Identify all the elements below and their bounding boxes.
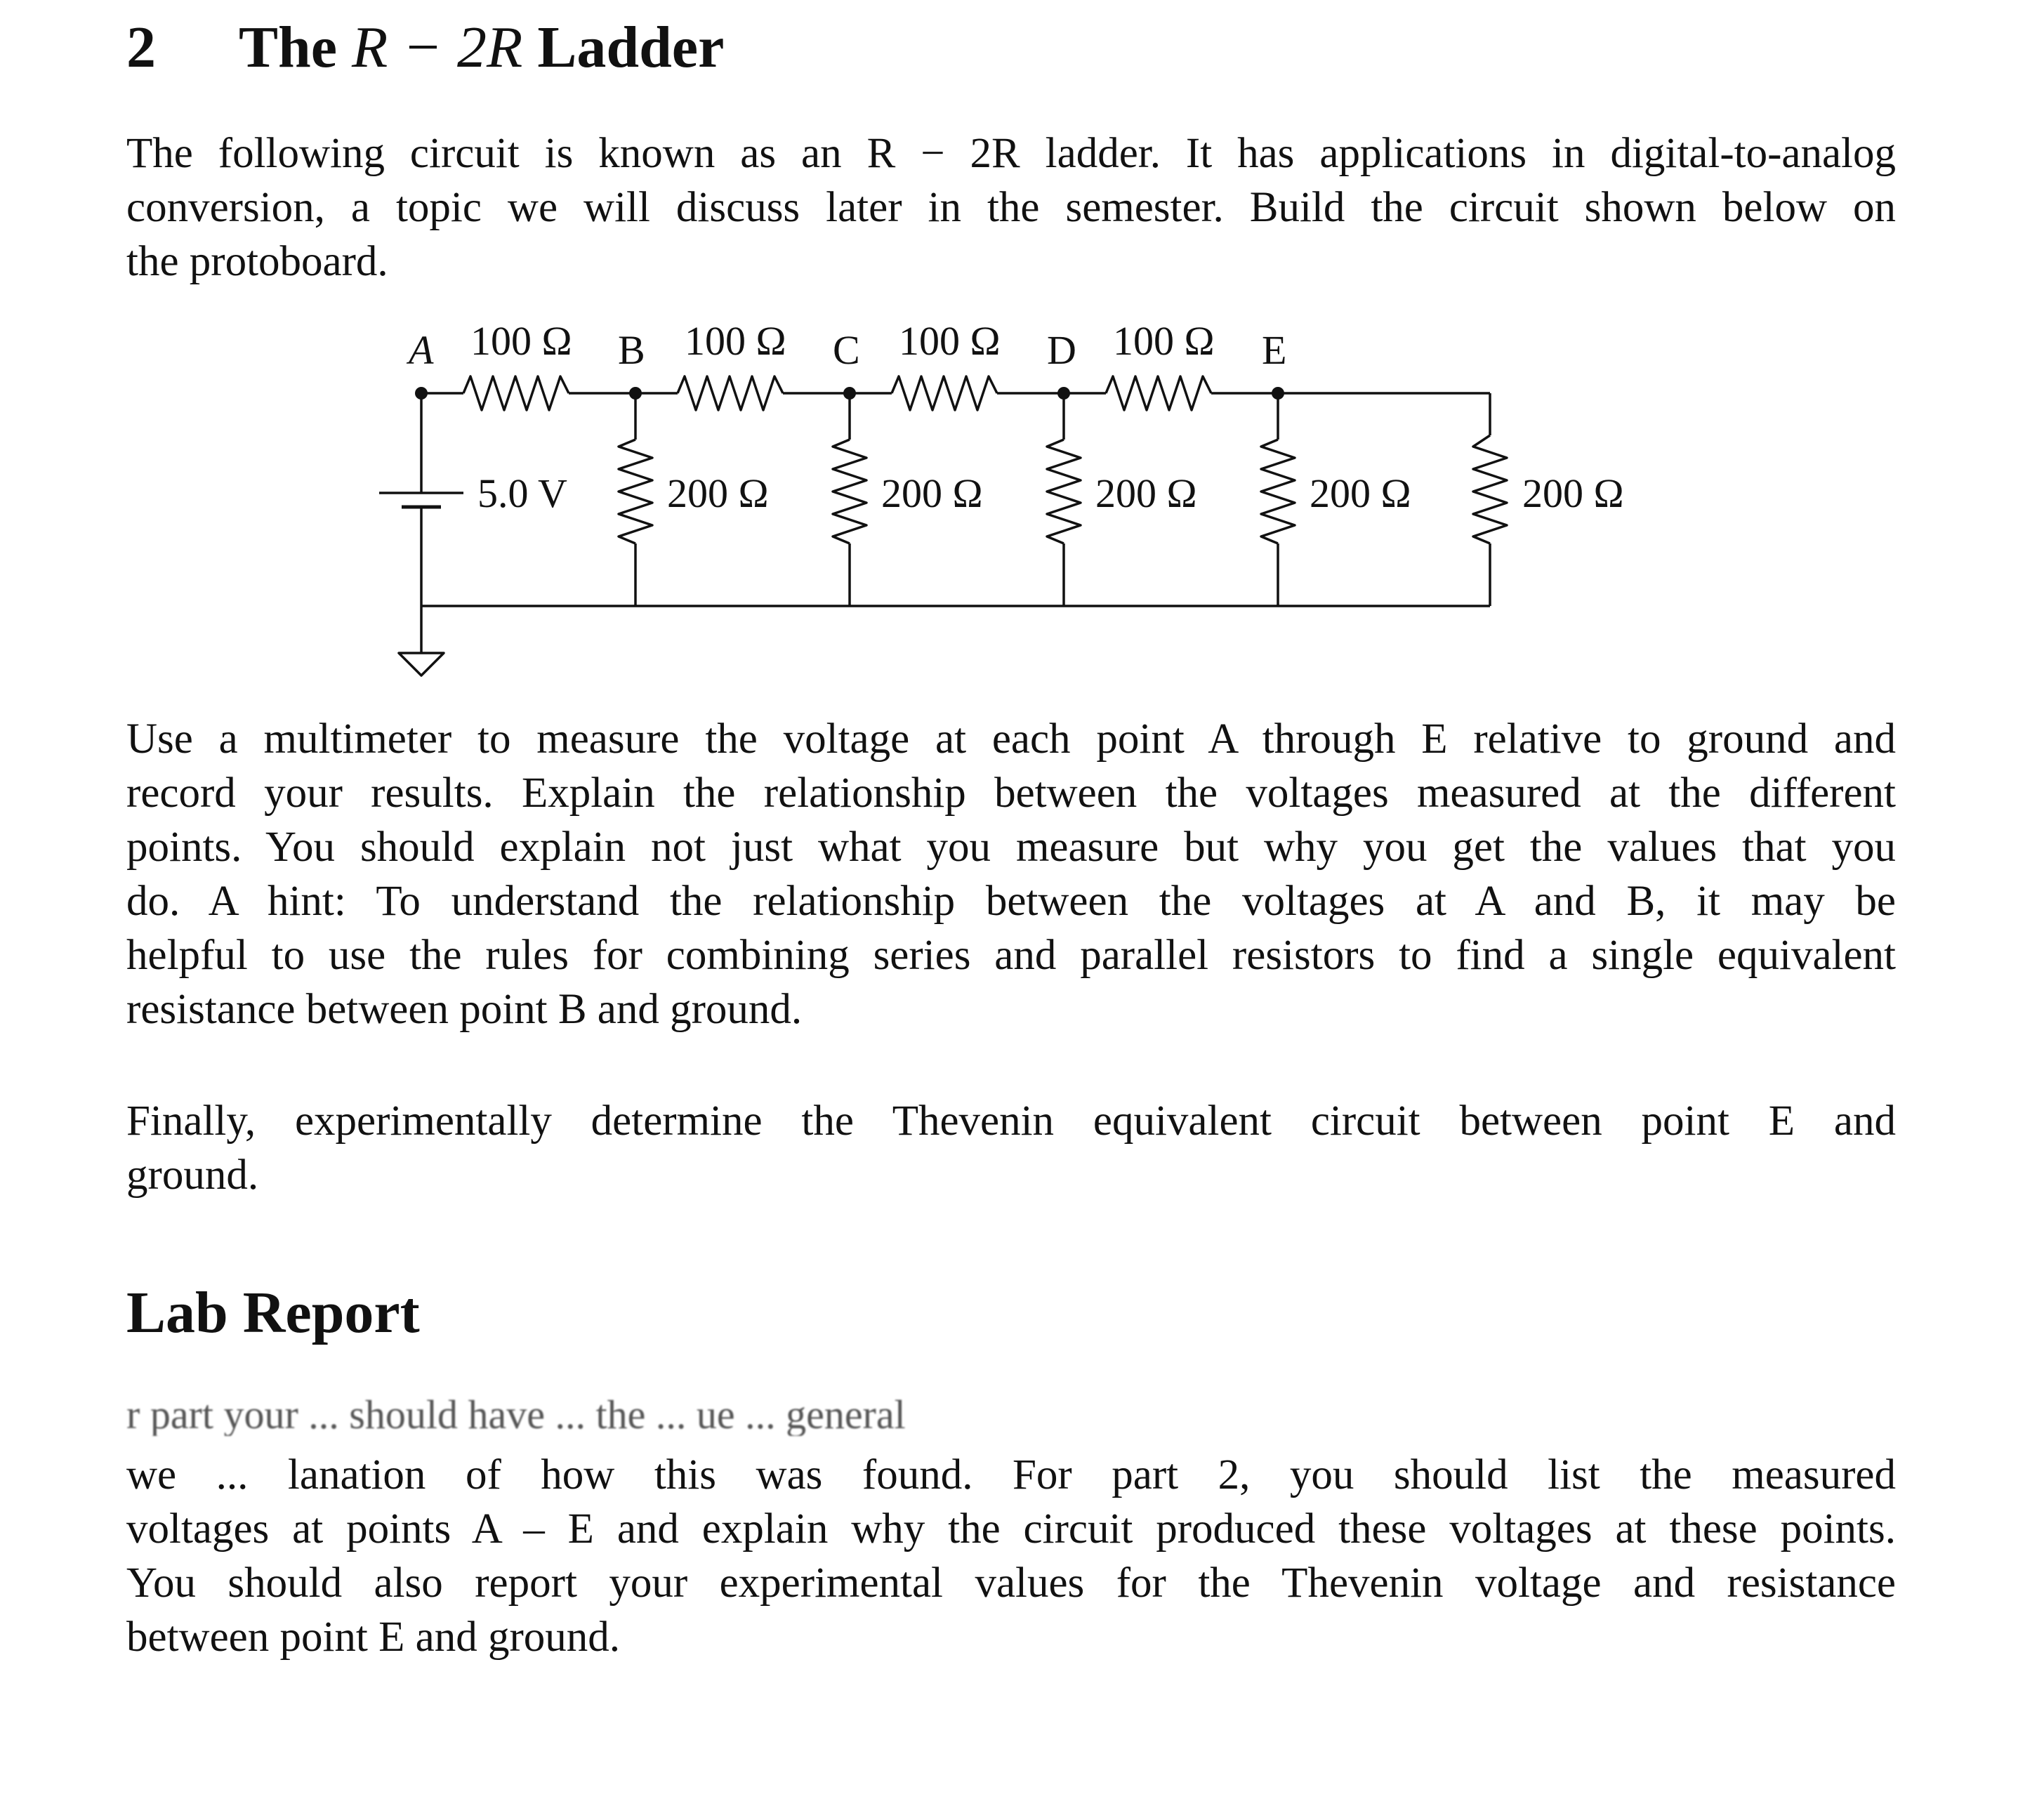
measure-paragraph: [126, 712, 1896, 1036]
lab-report-line: between point E and ground.: [126, 1614, 621, 1661]
shunt-resistor-label: 200 Ω: [1310, 470, 1411, 516]
intro-line: the protoboard.: [126, 238, 388, 285]
node-dot-c: [843, 387, 856, 400]
measure-line: helpful to use the rules for combining series and parallel resistors to find a single equivalent: [126, 932, 1896, 979]
node-label-b: B: [618, 327, 645, 373]
shunt-resistor-label: 200 Ω: [881, 470, 983, 516]
node-label-d: D: [1047, 327, 1076, 373]
node-dot-d: [1057, 387, 1070, 400]
measure-line: record your results. Explain the relationship between the voltages measured at the different: [126, 770, 1896, 817]
measure-line: resistance between point B and ground.: [126, 986, 803, 1033]
r2r-ladder-circuit: [0, 0, 2044, 702]
shunt-resistor-d: [1047, 440, 1081, 543]
measure-line: Use a multimeter to measure the voltage at each point A through E relative to ground and: [126, 716, 1896, 763]
node-dot-b: [629, 387, 642, 400]
node-label-c: C: [833, 327, 860, 373]
lab-report-line: we ... lanation of how this was found. For part 2, you should list the measured: [126, 1451, 1896, 1498]
intro-line: The following circuit is known as an R − 2R ladder. It has applications in digital-to-analog: [126, 130, 1896, 177]
lab-report-paragraph: [126, 1448, 1896, 1664]
thevenin-paragraph: [126, 1094, 1896, 1202]
section-title-math: R − 2R: [352, 15, 523, 80]
shunt-resistor-end: [1473, 435, 1507, 543]
intro-line: conversion, a topic we will discuss later in the semester. Build the circuit shown below on: [126, 184, 1896, 231]
obscured-text-line: r part your ... should have ... the ... ue ... general: [126, 1394, 906, 1436]
series-resistor-cd: [892, 376, 997, 410]
lab-report-line: You should also report your experimental values for the Thevenin voltage and resistance: [126, 1560, 1896, 1607]
source-voltage-label: 5.0 V: [477, 470, 567, 516]
series-resistor-label: 100 Ω: [685, 318, 786, 364]
node-label-e: E: [1262, 327, 1287, 373]
series-resistor-label: 100 Ω: [470, 318, 572, 364]
shunt-resistor-b: [619, 440, 652, 543]
series-resistor-ab: [463, 376, 569, 410]
ground-symbol: [399, 653, 444, 675]
node-dot-a: [415, 387, 428, 400]
series-resistor-label: 100 Ω: [1113, 318, 1215, 364]
thevenin-line: ground.: [126, 1152, 259, 1199]
lab-report-line: voltages at points A – E and explain why the circuit produced these voltages at these points.: [126, 1505, 1896, 1553]
shunt-resistor-label: 200 Ω: [667, 470, 769, 516]
measure-line: do. A hint: To understand the relationship between the voltages at A and B, it may be: [126, 878, 1896, 925]
section-title-suffix: Ladder: [537, 15, 725, 80]
lab-report-heading: Lab Report: [126, 1280, 420, 1345]
series-resistor-de: [1106, 376, 1211, 410]
shunt-resistor-label: 200 Ω: [1522, 470, 1624, 516]
shunt-resistor-e: [1261, 440, 1295, 543]
node-label-a: A: [409, 327, 434, 373]
shunt-resistor-c: [833, 440, 866, 543]
series-resistor-label: 100 Ω: [899, 318, 1001, 364]
shunt-resistor-label: 200 Ω: [1095, 470, 1197, 516]
section-title-prefix: The: [239, 15, 338, 80]
series-resistor-bc: [678, 376, 783, 410]
section-number: 2: [126, 15, 156, 80]
node-dot-e: [1272, 387, 1284, 400]
measure-line: points. You should explain not just what you measure but why you get the values that you: [126, 824, 1896, 871]
thevenin-line: Finally, experimentally determine the Thevenin equivalent circuit between point E and: [126, 1098, 1896, 1145]
